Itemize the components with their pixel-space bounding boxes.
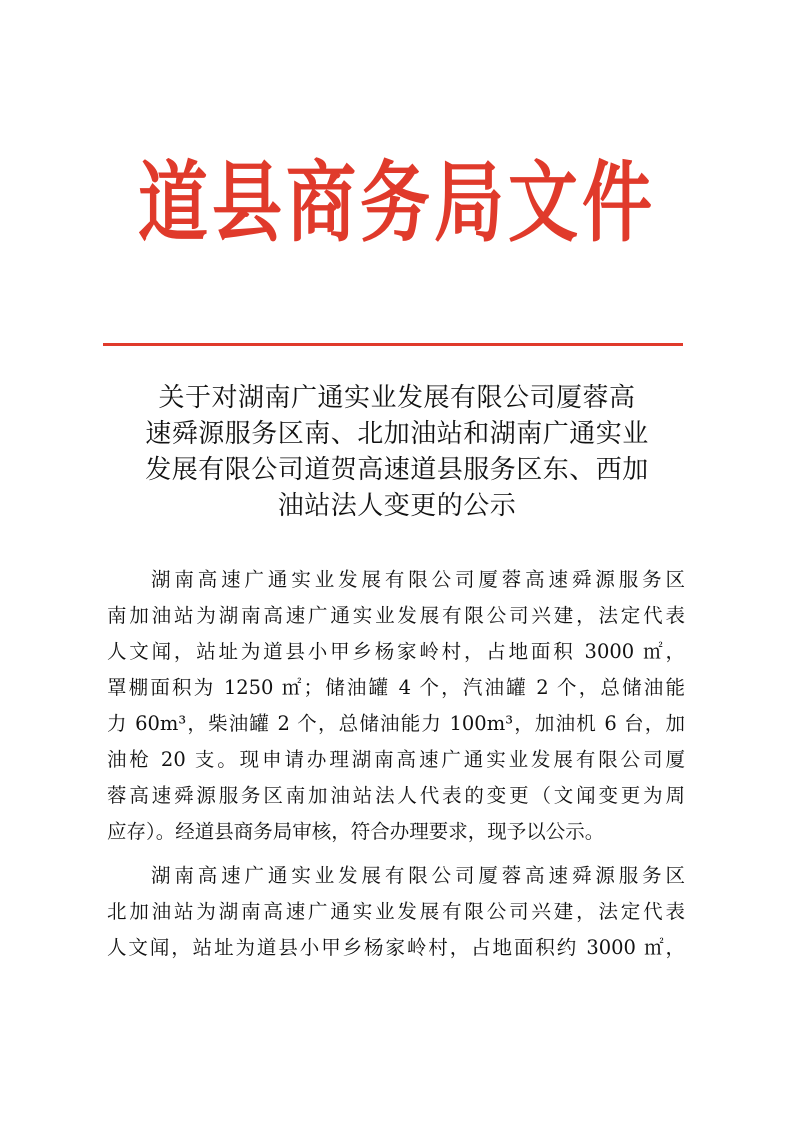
paragraph-south-station xyxy=(107,562,685,850)
document-body xyxy=(107,562,685,966)
paragraph-line: 力 60m³，柴油罐 2 个，总储油能力 100m³，加油机 6 台，加 xyxy=(107,712,685,735)
paragraph-spacer xyxy=(107,850,685,858)
paragraph-line: 罩棚面积为 1250 ㎡；储油罐 4 个，汽油罐 2 个，总储油能 xyxy=(107,676,685,699)
paragraph-line: 人文闻，站址为道县小甲乡杨家岭村，占地面积约 3000 ㎡， xyxy=(107,936,685,959)
paragraph-line: 北加油站为湖南高速广通实业发展有限公司兴建，法定代表 xyxy=(107,900,685,923)
document-title-line: 速舜源服务区南、北加油站和湖南广通实业 xyxy=(145,419,649,449)
paragraph-line: 人文闻，站址为道县小甲乡杨家岭村，占地面积 3000 ㎡， xyxy=(107,640,685,663)
paragraph-line: 蓉高速舜源服务区南加油站法人代表的变更（文闻变更为周 xyxy=(107,784,685,807)
document-title-line: 发展有限公司道贺高速道县服务区东、西加 xyxy=(145,455,649,485)
paragraph-line: 湖南高速广通实业发展有限公司厦蓉高速舜源服务区 xyxy=(151,568,685,591)
paragraph-north-station xyxy=(107,858,685,966)
document-title-line: 关于对湖南广通实业发展有限公司厦蓉高 xyxy=(158,383,636,413)
red-divider-line xyxy=(103,343,683,346)
paragraph-line: 南加油站为湖南高速广通实业发展有限公司兴建，法定代表 xyxy=(107,604,685,627)
paragraph-line: 应存）。经道县商务局审核，符合办理要求，现予以公示。 xyxy=(107,820,605,843)
paragraph-line: 油枪 20 支。现申请办理湖南高速广通实业发展有限公司厦 xyxy=(107,748,685,771)
masthead-title: 道县商务局文件 xyxy=(138,150,656,255)
paragraph-line: 湖南高速广通实业发展有限公司厦蓉高速舜源服务区 xyxy=(151,864,685,887)
document-title-line: 油站法人变更的公示 xyxy=(277,491,517,521)
document-title xyxy=(108,380,686,524)
